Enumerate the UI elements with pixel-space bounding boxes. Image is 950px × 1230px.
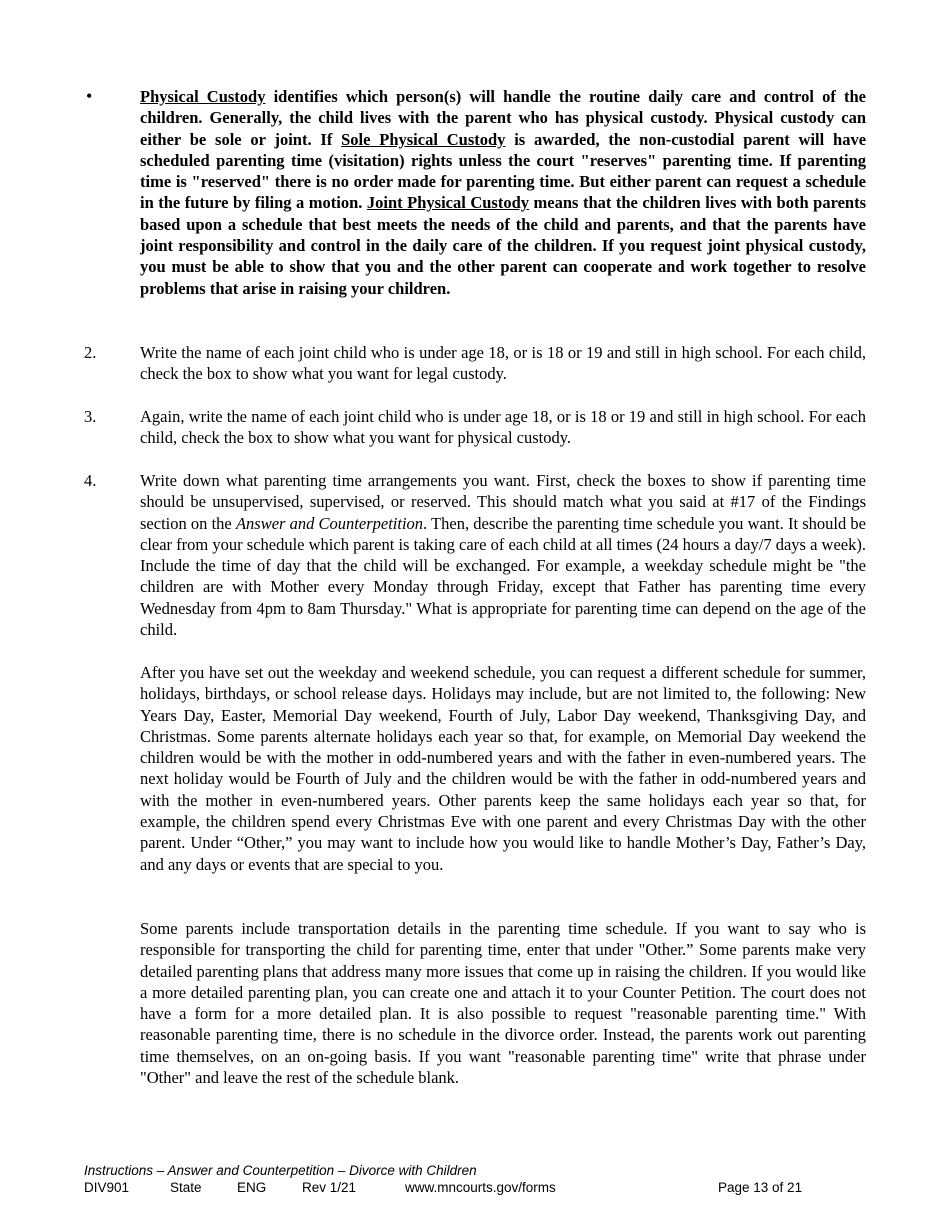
forms-url: www.mncourts.gov/forms bbox=[405, 1180, 556, 1195]
item-4-text-b: . Then, describe the parenting time schedule you want. It should be clear from your schedule which parent is taking care of each child at all times (24 hours a day/7 days a week). Include the time of day that the child will be exchanged. For example, a weekday schedule might be "the children are with Mother every Monday through Friday, except that Father has parenting time every Wednesday from 4pm to 8am Thursday." What is appropriate for parenting time can depend on the age of the child. bbox=[140, 513, 866, 640]
footer-title: Instructions – Answer and Counterpetition – Divorce with Children bbox=[84, 1163, 477, 1178]
instruction-item-4 bbox=[84, 470, 866, 640]
holidays-paragraph: After you have set out the weekday and weekend schedule, you can request a different schedule for summer, holidays, birthdays, or school release days. Holidays may include, but are not limited to, the following: New Years Day, Easter, Memorial Day weekend, Fourth of July, Labor Day weekend, Thanksgiving Day, and Christmas. Some parents alternate holidays each year so that, for example, on Memorial Day weekend the children would be with the mother in odd-numbered years and with the father in even-numbered years. The next holiday would be Fourth of July and the children would be with the father in odd-numbered years and with the mother in even-numbered years. Other parents keep the same holidays each year so that, for example, the children spend every Christmas Eve with one parent and every Christmas Day with the other parent. Under “Other,” you may want to include how you would like to handle Mother’s Day, Father’s Day, and any days or events that are special to you. bbox=[140, 663, 866, 874]
physical-custody-text-1: identifies which person(s) will handle the routine daily care and control of the children. Generally, the child lives with the parent who has physical custody. Physical custody can either be sole or joint. If bbox=[140, 87, 866, 149]
page-number: Page 13 of 21 bbox=[718, 1180, 803, 1195]
physical-custody-text-3: means that the children lives with both parents based upon a schedule that best meets the needs of the child and parents, and that the parents have joint responsibility and control in the daily care of the children. If you request joint physical custody, you must be able to show that you and the other parent can cooperate and work together to resolve problems that arise in raising your children. bbox=[140, 193, 867, 298]
joint-physical-custody-term: Joint Physical Custody bbox=[366, 193, 530, 213]
language: ENG bbox=[237, 1180, 267, 1195]
instruction-item-2 bbox=[84, 342, 866, 385]
footer-row bbox=[84, 1179, 864, 1196]
physical-custody-text bbox=[140, 86, 866, 299]
form-id: DIV901 bbox=[84, 1180, 130, 1195]
physical-custody-text-2: is awarded, the non-custodial parent will have scheduled parenting time (visitation) rights unless the court "reserves" parenting time. If parenting time is "reserved" there is no order made for parenting time. But either parent can request a schedule in the future by filing a motion. bbox=[140, 129, 867, 213]
physical-custody-bullet bbox=[84, 86, 866, 299]
item-4-text bbox=[140, 470, 866, 640]
bullet-marker: • bbox=[86, 86, 93, 106]
item-2-text: Write the name of each joint child who is under age 18, or is 18 or 19 and still in high school. For each child, check the box to show what you want for legal custody. bbox=[140, 343, 866, 384]
instruction-item-3 bbox=[84, 406, 866, 449]
item-number: 3. bbox=[84, 407, 97, 426]
answer-counterpetition-title: Answer and Counterpetition bbox=[235, 513, 424, 533]
footer bbox=[84, 1162, 864, 1196]
revision: Rev 1/21 bbox=[302, 1180, 357, 1195]
item-number: 4. bbox=[84, 471, 97, 490]
item-3-text: Again, write the name of each joint child who is under age 18, or is 18 or 19 and still in high school. For each child, check the box to show what you want for physical custody. bbox=[140, 407, 866, 448]
physical-custody-term: Physical Custody bbox=[140, 87, 266, 106]
item-number: 2. bbox=[84, 343, 97, 362]
transportation-paragraph: Some parents include transportation details in the parenting time schedule. If you want to say who is responsible for transporting the child for parenting time, enter that under "Other.” Some parents make very detailed parenting plans that address many more issues that come up in raising the children. If you would like a more detailed parenting plan, you can create one and attach it to your Counter Petition. The court does not have a form for a more detailed plan. It is also possible to request "reasonable parenting time." With reasonable parenting time, there is no schedule in the divorce order. Instead, the parents work out parenting time themselves, on an on-going basis. If you want "reasonable parenting time" write that phrase under "Other" and leave the rest of the schedule blank. bbox=[140, 919, 866, 1088]
jurisdiction: State bbox=[170, 1180, 202, 1195]
item-4-text-a: Write down what parenting time arrangements you want. First, check the boxes to show if parenting time should be unsupervised, supervised, or reserved. This should match what you said at #17 of the Findings section on the bbox=[140, 471, 866, 533]
sole-physical-custody-term: Sole Physical Custody bbox=[341, 129, 506, 149]
